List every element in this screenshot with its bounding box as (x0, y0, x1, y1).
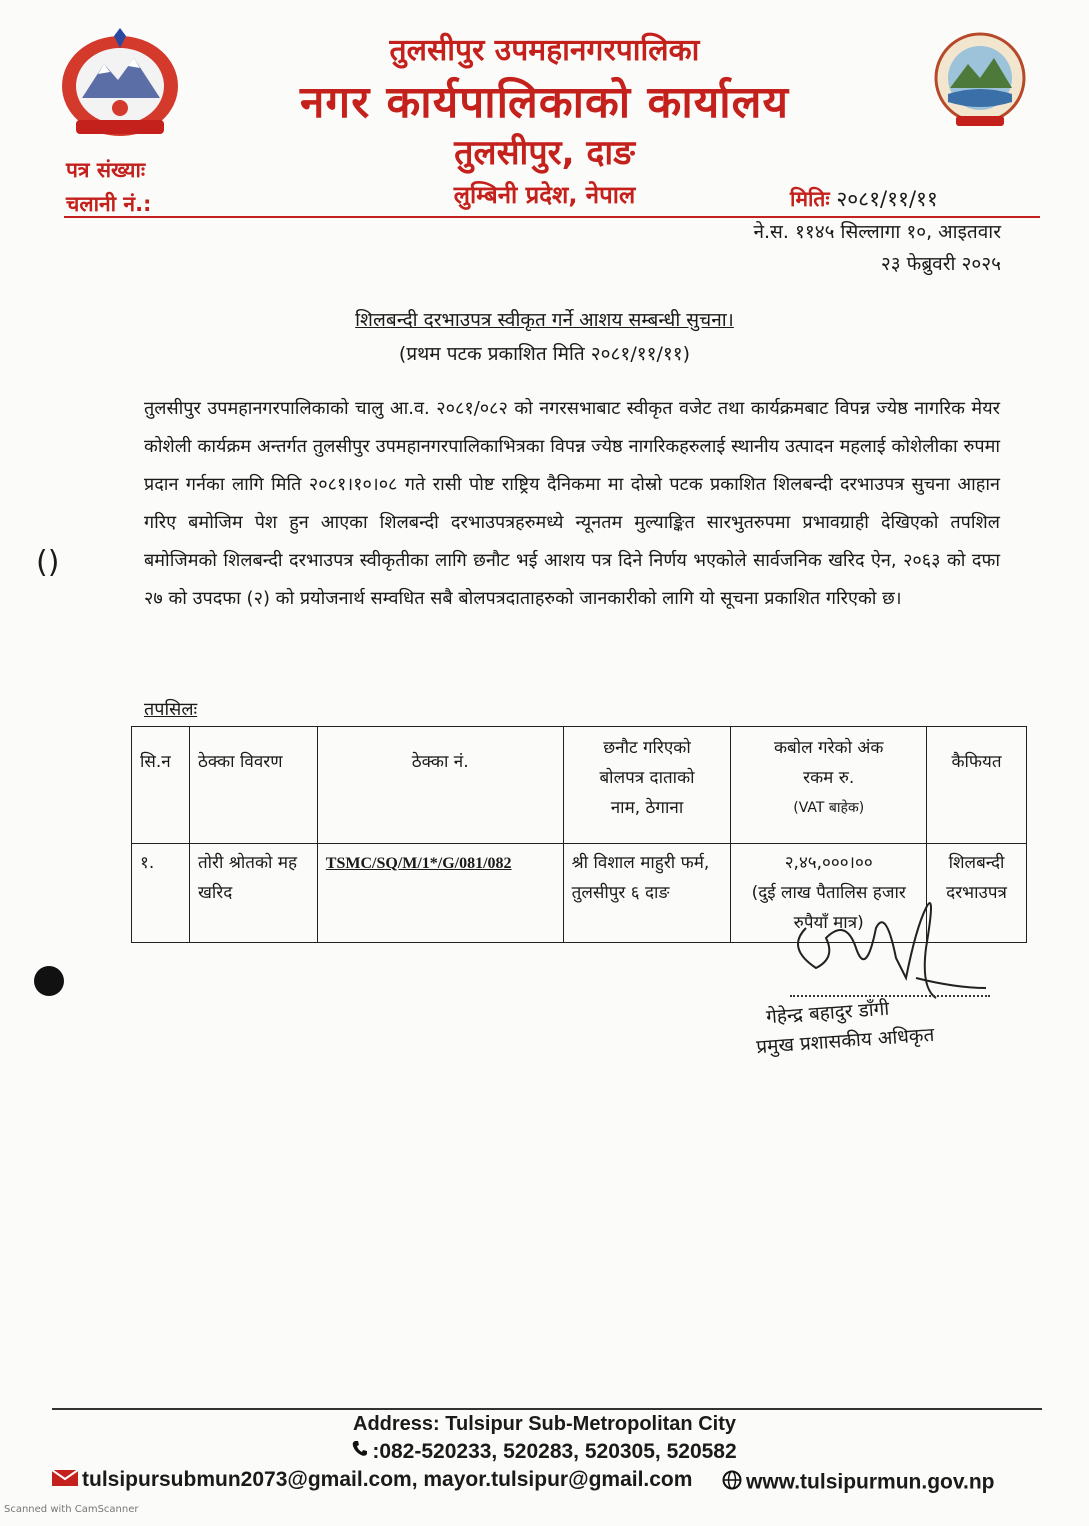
bidder-header-line: नाम, ठेगाना (610, 798, 684, 818)
amount-words: (दुई लाख पैतालिस हजार रुपैयाँ मात्र) (751, 883, 906, 933)
nepal-sambat-date: ने.स. ११४५ सिल्लागा १०, आइतवार (753, 221, 1001, 243)
date-value: २०८१/११/११ (836, 187, 938, 211)
tender-reference: TSMC/SQ/M/1*/G/081/082 (325, 855, 512, 872)
amount-header-line: (VAT बाहेक) (793, 800, 865, 816)
dispatch-number-label: चलानी नं.: (66, 192, 152, 216)
date-block (790, 185, 938, 213)
punch-hole-mark (34, 966, 64, 996)
details-label: तपसिलः (144, 699, 198, 720)
col-header-remarks: कैफियत (927, 727, 1027, 844)
amount-figure: २,४५,०००।०० (784, 853, 873, 873)
email-addresses[interactable]: tulsipursubmun2073@gmail.com, mayor.tulsipur@gmail.com (82, 1468, 693, 1491)
bidder-header-line: छनौट गरिएको (603, 738, 691, 758)
cell-remarks: शिलबन्दी दरभाउपत्र (927, 844, 1027, 943)
signature-line (790, 995, 990, 997)
col-header-number: ठेक्का नं. (317, 727, 563, 844)
table-header-row (132, 727, 1027, 844)
scanner-watermark: Scanned with CamScanner (4, 1504, 139, 1515)
province-country: लुम्बिनी प्रदेश, नेपाल (453, 181, 636, 209)
notice-subtitle: (प्रथम पटक प्रकाशित मिति २०८१/११/११) (398, 343, 691, 365)
website-link[interactable]: www.tulsipurmun.gov.np (746, 1470, 995, 1494)
globe-icon (722, 1470, 742, 1496)
col-header-amount (731, 727, 927, 844)
municipality-name: तुलसीपुर उपमहानगरपालिका (389, 33, 700, 68)
notice-title-text: शिलबन्दी दरभाउपत्र स्वीकृत गर्ने आशय सम्बन्धी सुचना। (355, 309, 734, 331)
footer-emails (52, 1468, 692, 1492)
col-header-sn: सि.न (132, 727, 190, 844)
margin-mark: () (36, 545, 60, 580)
office-name: नगर कार्यपालिकाको कार्यालय (300, 77, 789, 128)
notice-title (0, 306, 1089, 332)
footer-website (722, 1470, 994, 1496)
phone-icon (352, 1440, 368, 1464)
col-header-detail: ठेक्का विवरण (189, 727, 317, 844)
office-location: तुलसीपुर, दाङ (454, 133, 635, 173)
bidder-header-line: बोलपत्र दाताको (599, 768, 695, 788)
footer-address: Address: Tulsipur Sub-Metropolitan City (353, 1413, 736, 1435)
cell-number (317, 844, 563, 943)
cell-sn: १. (132, 844, 190, 943)
cell-bidder: श्री विशाल माहुरी फर्म, तुलसीपुर ६ दाङ (563, 844, 731, 943)
english-date: २३ फेब्रुवरी २०२५ (880, 253, 1001, 275)
notice-body: तुलसीपुर उपमहानगरपालिकाको चालु आ.व. २०८१/०८२ को नगरसभाबाट स्वीकृत वजेट तथा कार्यक्रमबाट विपन्न ज्येष्ठ नागरिक मेयर कोशेली कार्यक्रम अन्तर्गत तुलसीपुर उपमहानगरपालिकाभित्रका विपन्न ज्येष्ठ नागरिकहरुलाई स्थानीय उत्पादन महलाई कोशेलीका रुपमा प्रदान गर्नका लागि मिति २०८१।१०।०८ गते रासी पोष्ट राष्ट्रिय दैनिकमा मा दोस्रो पटक प्रकाशित शिलबन्दी दरभाउपत्र सुचना आहान गरिए बमोजिम पेश हुन आएका शिलबन्दी दरभाउपत्रहरुमध्ये न्यूनतम मुल्याङ्कित सारभुतरुपमा प्रभावग्राही देखिएको तपशिल बमोजिमको शिलबन्दी दरभाउपत्र स्वीकृतीका लागि छनौट भई आशय पत्र दिने निर्णय भएकोले सार्वजनिक खरिद ऐन, २०६३ को दफा २७ को उपदफा (२) को प्रयोजनार्थ सम्वधित सबै बोलपत्रदाताहरुको जानकारीको लागि यो सूचना प्रकाशित गरिएको छ। (144, 398, 1000, 609)
amount-header-line: रकम रु. (803, 768, 855, 788)
mail-icon (52, 1468, 78, 1492)
footer-phone (0, 1440, 1089, 1464)
signatory-title: प्रमुख प्रशासकीय अधिकृत (755, 1023, 935, 1059)
amount-header-line: कबोल गरेको अंक (773, 738, 884, 758)
col-header-bidder (563, 727, 731, 844)
phone-numbers: :082-520233, 520283, 520305, 520582 (372, 1440, 737, 1463)
date-label: मितिः (790, 187, 830, 211)
footer-divider (52, 1408, 1042, 1410)
cell-detail: तोरी श्रोतको मह खरिद (189, 844, 317, 943)
letter-number-label: पत्र संख्याः (66, 158, 146, 182)
signature-scribble (776, 888, 996, 1008)
signatory-name: गेहेन्द्र बहादुर डाँगी (765, 997, 890, 1029)
